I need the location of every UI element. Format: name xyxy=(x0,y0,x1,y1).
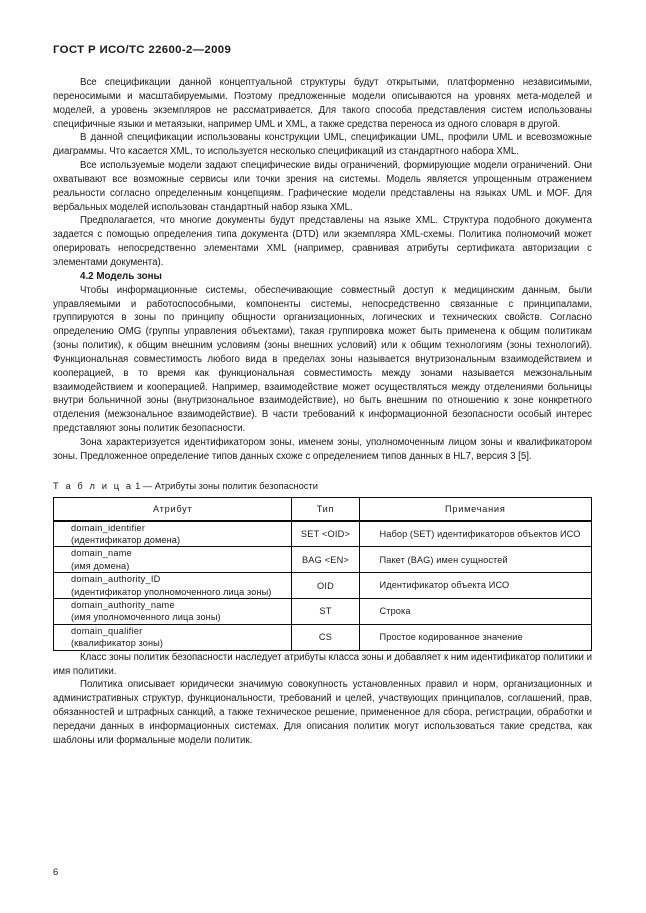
cell-attribute xyxy=(54,624,292,650)
paragraph-4: Предполагается, что многие документы будут представлены на языке XML. Структура подобного документа задается с помощью определения типа документа (DTD) или экземпляра XML-схемы. Политика полномочий может оперировать непосредственно элементами XML (например, сравнивая атрибуты сертификата авторизации с элементами документа). xyxy=(53,215,592,268)
table-caption xyxy=(53,480,592,493)
cell-note: Простое кодированное значение xyxy=(359,624,591,650)
table-body xyxy=(54,521,592,651)
table-row xyxy=(54,547,592,573)
cell-type: ST xyxy=(292,599,359,625)
paragraph-1: Все спецификации данной концептуальной структуры будут открытыми, платформенно независимыми, переносимыми и масштабируемыми. Поэтому предложенные модели описываются на уровнях мета-моделей и моделей, а уровень экземпляров не рассматривается. Для такого способа представления систем использованы специфичные языки и метаязыки, например UML и XML, а также средства переноса из одного словаря в другой. xyxy=(53,77,592,130)
column-header-notes: Примечания xyxy=(359,497,591,521)
column-header-type: Тип xyxy=(292,497,359,521)
attribute-name: domain_identifier xyxy=(71,522,146,533)
paragraph-6: Зона характеризуется идентификатором зоны, именем зоны, уполномоченным лицом зоны и квалификатором зоны. Предложенное определение типов данных схоже с определением типов данных в HL7, версия 3 [5]. xyxy=(53,436,592,462)
cell-type: SET <OID> xyxy=(292,521,359,547)
attributes-table xyxy=(53,497,592,651)
attribute-name: domain_name xyxy=(71,548,132,559)
table-caption-label: Т а б л и ц а xyxy=(53,480,134,491)
table-row xyxy=(54,599,592,625)
cell-note: Идентификатор объекта ИСО xyxy=(359,573,591,599)
attribute-translation: (идентификатор домена) xyxy=(71,535,181,546)
attribute-translation: (идентификатор уполномоченного лица зоны) xyxy=(71,586,272,597)
cell-type: OID xyxy=(292,573,359,599)
table-caption-dash: — xyxy=(142,480,153,491)
paragraph-5: Чтобы информационные системы, обеспечивающие совместный доступ к медицинским данным, были управляемыми и работоспособными, компоненты системы, непосредственно связанные с принципалами, группируются в зоны по принципу общности организационных, логических и технических свойств. Согласно определению OMG (группы управления объектами), такая группировка может быть применена к общим политикам (зоны политик), к общим внешним условиям (зоны внешних условий) или к общим технологиям (зоны технологий). Функциональная совместимость любого вида в пределах зоны называется внутризональным взаимодействием и кооперацией, в то время как функциональная совместимость между зонами называется межзональным взаимодействием и кооперацией. Например, взаимодействие может осуществляться между отделениями больницы внутри больничной зоны (внутризональное взаимодействие), но быть внешним по отношению к зоне конкретного отделения (межзональное взаимодействие). В части требований к информационной безопасности особый интерес представляют зоны политик безопасности. xyxy=(53,284,592,435)
cell-attribute xyxy=(54,547,292,573)
cell-attribute xyxy=(54,521,292,547)
paragraph-7: Класс зоны политик безопасности наследует атрибуты класса зоны и добавляет к ним идентификатор политики и имя политики. xyxy=(53,651,592,677)
table-row xyxy=(54,624,592,650)
attribute-name: domain_qualifier xyxy=(71,625,143,636)
paragraph-3: Все используемые модели задают специфические виды ограничений, формирующие модели ограничений. Они охватывают все возможные сервисы или точки зрения на системы. Модель является упрощенным отражением реальности согласно определенным концепциям. Графические модели представлены на языках UML и MOF. Для вербальных моделей использован стандартный набор языка XML. xyxy=(53,160,592,213)
section-heading-4-2: 4.2 Модель зоны xyxy=(80,270,162,282)
table-header-row xyxy=(54,497,592,521)
attribute-name: domain_authority_name xyxy=(71,600,175,611)
attribute-translation: (квалификатор зоны) xyxy=(71,638,164,649)
attribute-translation: (имя уполномоченного лица зоны) xyxy=(71,612,221,623)
paragraph-8: Политика описывает юридически значимую совокупность установленных правил и норм, организационных и административных структур, функциональности, требований и целей, участвующих принципалов, соглашений, прав, обязанностей и штрафных санкций, а также техническое решение, примененное для сбора, регистрации, обработки и передачи данных в информационных системах. Для описания политик могут использоваться такие средства, как шаблоны или формальные модели политик. xyxy=(53,679,592,746)
paragraph-2: В данной спецификации использованы конструкции UML, спецификации UML, профили UML и всевозможные диаграммы. Что касается XML, то используется несколько спецификаций из стандартного набора XML. xyxy=(53,132,592,158)
page-number: 6 xyxy=(53,866,59,877)
cell-type: CS xyxy=(292,624,359,650)
table-row xyxy=(54,573,592,599)
cell-type: BAG <EN> xyxy=(292,547,359,573)
column-header-attribute: Атрибут xyxy=(54,497,292,521)
table-row xyxy=(54,521,592,547)
table-caption-title: Атрибуты зоны политик безопасности xyxy=(154,480,318,491)
table-caption-number: 1 xyxy=(135,480,141,491)
cell-note: Строка xyxy=(359,599,591,625)
cell-attribute xyxy=(54,599,292,625)
cell-attribute xyxy=(54,573,292,599)
cell-note: Пакет (BAG) имен сущностей xyxy=(359,547,591,573)
attribute-translation: (имя домена) xyxy=(71,560,130,571)
table-head xyxy=(54,497,592,521)
cell-note: Набор (SET) идентификаторов объектов ИСО xyxy=(359,521,591,547)
page-content xyxy=(53,76,592,748)
attribute-name: domain_authority_ID xyxy=(71,574,161,585)
page-header: ГОСТ Р ИСО/ТС 22600-2—2009 xyxy=(53,44,232,56)
